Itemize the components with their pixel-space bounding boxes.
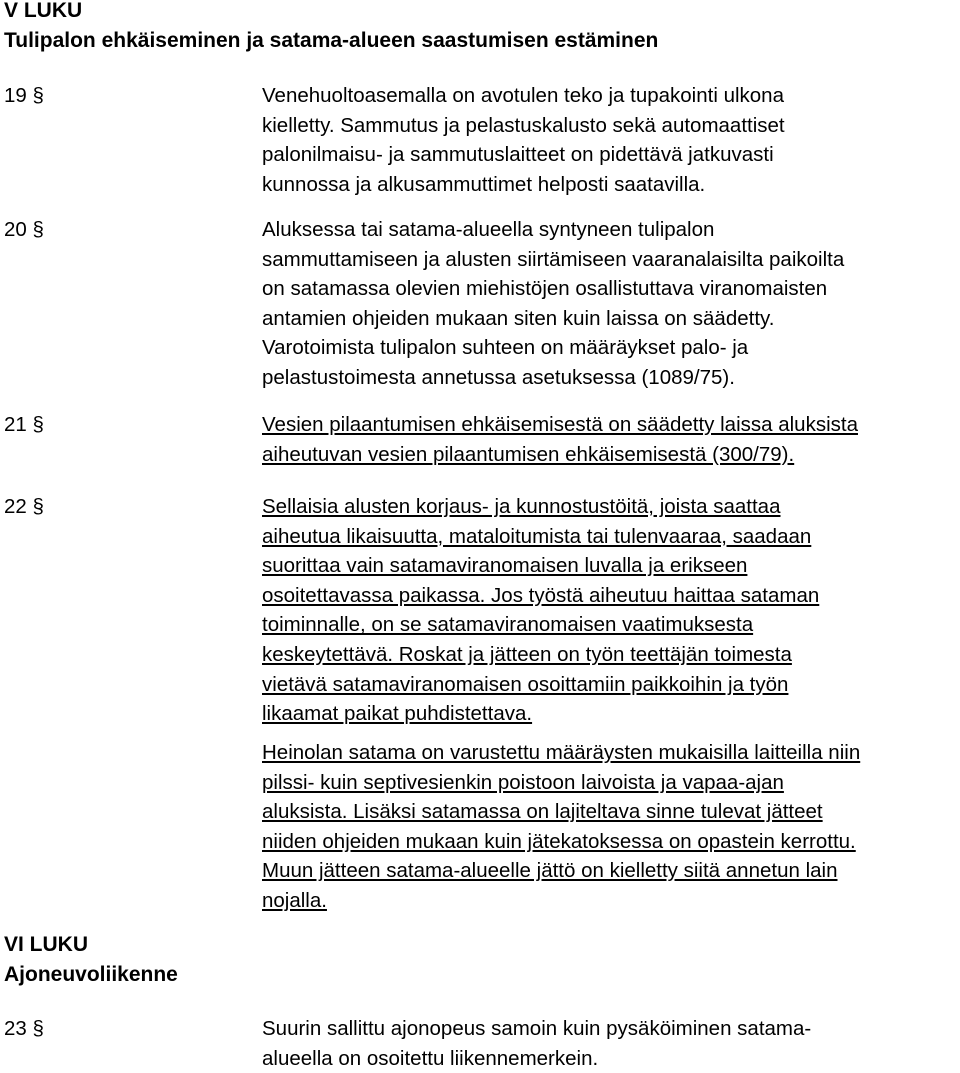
section-number: 23 §: [4, 1017, 44, 1040]
section-number: 19 §: [4, 84, 44, 107]
section-text: Aluksessa tai satama-alueella syntyneen tulipalon sammuttamiseen ja alusten siirtämiseen vaaranalaisilta paikoilta on satamassa olevien miehistöjen osallistuttava viranomaisten antamien ohjeiden mukaan siten kuin laissa on säädetty. Varotoimista tulipalon suhteen on määräykset palo- ja pelastustoimesta annetussa asetuksessa (1089/75).: [262, 218, 845, 389]
chapter-label: VI LUKU: [4, 933, 88, 956]
chapter-label: V LUKU: [4, 0, 83, 22]
section-text: Venehuoltoasemalla on avotulen teko ja tupakointi ulkona kielletty. Sammutus ja pelastuskalusto sekä automaattiset palonilmaisu- ja sammutuslaitteet on pidettävä jatkuvasti kunnossa ja alkusammuttimet helposti saatavilla.: [262, 84, 785, 196]
section-text: Vesien pilaantumisen ehkäisemisestä on säädetty laissa aluksista aiheutuvan vesien pilaantumisen ehkäisemisestä (300/79).: [262, 413, 858, 466]
paragraph-text: Heinolan satama on varustettu määräysten mukaisilla laitteilla niin pilssi- kuin septivesienkin poistoon laivoista ja vapaa-ajan aluksista. Lisäksi satamassa on lajiteltava sinne tulevat jätteet niiden ohjeiden mukaan kuin jätekatoksessa on opastein kerrottu. Muun jätteen satama-alueelle jättö on kielletty siitä annetun lain nojalla.: [262, 741, 861, 912]
section-number: 22 §: [4, 495, 44, 518]
section-text: Suurin sallittu ajonopeus samoin kuin pysäköiminen satama- alueella on osoitettu liikennemerkein.: [262, 1017, 812, 1070]
section-number: 21 §: [4, 413, 44, 436]
section-number: 20 §: [4, 218, 44, 241]
chapter-title: Ajoneuvoliikenne: [4, 963, 178, 986]
section-text: Sellaisia alusten korjaus- ja kunnostustöitä, joista saattaa aiheutua likaisuutta, mataloitumista tai tulenvaaraa, saadaan suorittaa vain satamaviranomaisen luvalla ja erikseen osoitettavassa paikassa. Jos työstä aiheutuu haittaa sataman toiminnalle, on se satamaviranomaisen vaatimuksesta keskeytettävä. Roskat ja jätteen on työn teettäjän toimesta vietävä satamaviranomaisen osoittamiin paikkoihin ja työn likaamat paikat puhdistettava.: [262, 495, 820, 726]
chapter-title: Tulipalon ehkäiseminen ja satama-alueen saastumisen estäminen: [4, 29, 659, 52]
